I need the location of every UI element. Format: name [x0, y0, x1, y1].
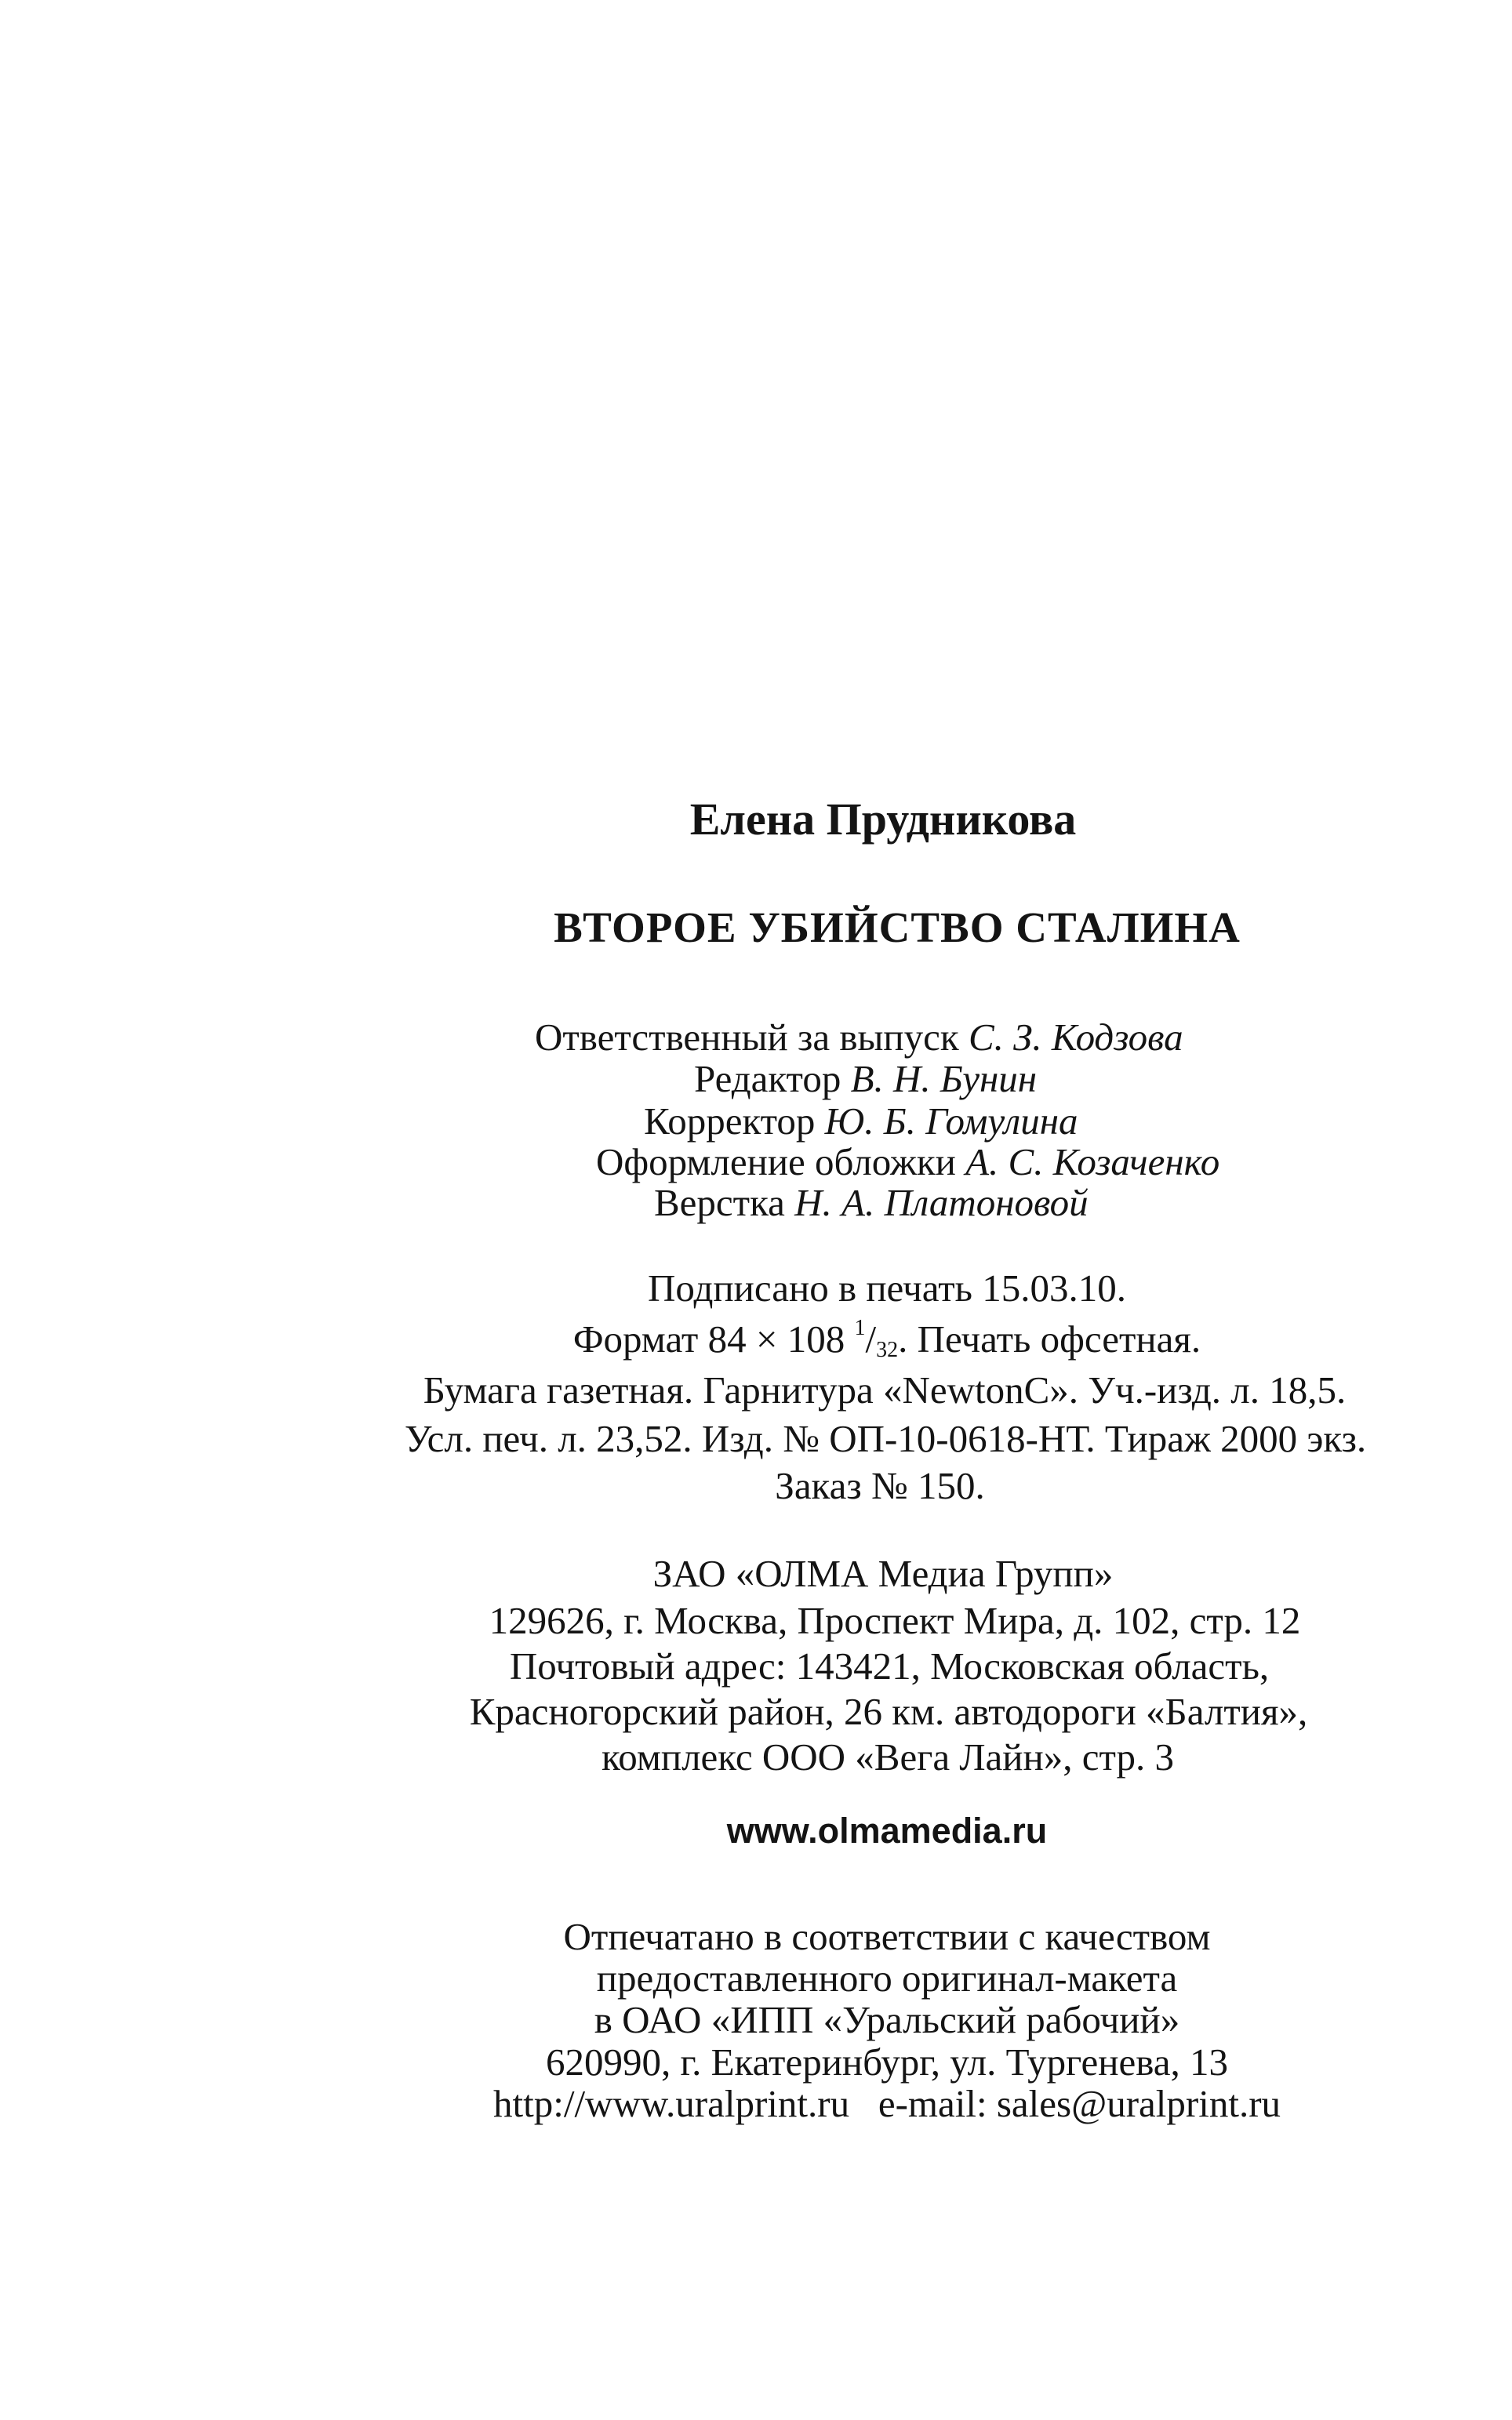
format-numerator: 1: [854, 1316, 866, 1340]
publisher-postal-line: Красногорский район, 26 км. автодороги «Балтия»,: [469, 1690, 1308, 1733]
printer-line: предоставленного оригинал-макета: [596, 1957, 1178, 2000]
printer-website[interactable]: http://www.uralprint.ru: [492, 2082, 850, 2125]
publisher-website[interactable]: www.olmamedia.ru: [726, 1811, 1048, 1851]
printer-line: 620990, г. Екатеринбург, ул. Тургенева, 13: [546, 2040, 1228, 2084]
sheets-line: Усл. печ. л. 23,52. Изд. № ОП-10-0618-НТ. Тираж 2000 экз.: [404, 1417, 1367, 1460]
paper-line: Бумага газетная. Гарнитура «NewtonC». Уч.-изд. л. 18,5.: [423, 1368, 1347, 1412]
signed-date: Подписано в печать 15.03.10.: [648, 1266, 1126, 1310]
credit-line: [596, 1140, 1220, 1183]
credit-role: Редактор: [694, 1057, 841, 1100]
credit-line: [535, 1016, 1183, 1059]
credit-line: [644, 1099, 1078, 1143]
format-prefix: Формат 84 × 108: [572, 1317, 845, 1361]
credit-role: Ответственный за выпуск: [535, 1016, 959, 1059]
credit-role: Верстка: [654, 1181, 785, 1224]
printer-line: Отпечатано в соответствии с качеством: [563, 1915, 1211, 1958]
order-line: Заказ № 150.: [775, 1464, 985, 1507]
credit-name: С. З. Кодзова: [968, 1016, 1183, 1059]
format-line: [572, 1316, 1201, 1362]
format-slash: /: [865, 1317, 877, 1361]
credit-name: В. Н. Бунин: [850, 1057, 1038, 1100]
publisher-postal-line: Почтовый адрес: 143421, Московская область,: [509, 1644, 1270, 1688]
credit-name: Ю. Б. Гомулина: [824, 1099, 1078, 1143]
credit-name: Н. А. Платоновой: [794, 1181, 1089, 1224]
credit-line: [654, 1183, 1089, 1222]
printer-email[interactable]: e-mail: sales@uralprint.ru: [878, 2082, 1281, 2125]
author-name: Елена Прудникова: [689, 794, 1077, 845]
publisher-postal-line: комплекс ООО «Вега Лайн», стр. 3: [601, 1735, 1175, 1779]
printer-contacts: [493, 2084, 1281, 2123]
format-suffix: . Печать офсетная.: [898, 1317, 1201, 1361]
credit-role: Оформление обложки: [596, 1140, 956, 1183]
publisher-name: ЗАО «ОЛМА Медиа Групп»: [652, 1552, 1114, 1595]
credit-name: А. С. Козаченко: [965, 1140, 1220, 1183]
credit-role: Корректор: [644, 1099, 816, 1143]
format-denominator: 32: [876, 1338, 899, 1362]
credit-line: [694, 1059, 1037, 1098]
publisher-address: 129626, г. Москва, Проспект Мира, д. 102, стр. 12: [489, 1599, 1301, 1642]
book-title: ВТОРОЕ УБИЙСТВО СТАЛИНА: [554, 903, 1241, 951]
printer-line: в ОАО «ИПП «Уральский рабочий»: [594, 1998, 1180, 2041]
